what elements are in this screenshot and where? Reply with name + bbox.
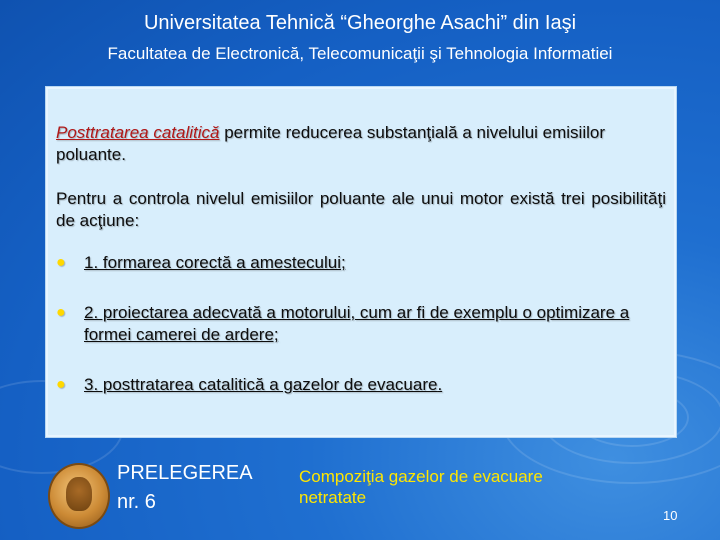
faculty-subtitle: Facultatea de Electronică, Telecomunicaţii şi Tehnologia Informatiei [107, 44, 613, 63]
bullet-text-3-wrap [84, 374, 664, 396]
page-number: 10 [663, 508, 678, 523]
lecture-label [117, 459, 253, 517]
lecture-topic [299, 466, 543, 508]
topic-line-1: Compoziţia gazelor de evacuare [299, 467, 543, 486]
lecture-title: PRELEGEREA [117, 462, 253, 484]
bullet-icon: ● [56, 304, 66, 321]
medal-portrait-icon [48, 463, 110, 529]
bullet-icon: ● [56, 376, 66, 393]
bullet-text-2: 2. proiectarea adecvată a motorului, cum ar fi de exemplu o optimizare a formei camerei de ardere; [84, 303, 630, 344]
intro-text: permite reducerea substanţială a nivelului emisiilor poluante. [56, 123, 605, 164]
intro-paragraph [56, 122, 666, 166]
university-title: Universitatea Tehnică “Gheorghe Asachi” din Iaşi [143, 12, 577, 34]
content-panel [45, 86, 677, 438]
bullet-text-3: 3. posttratarea catalitică a gazelor de evacuare [84, 375, 438, 394]
topic-line-2: netratate [299, 488, 367, 507]
bullet-3-period: . [437, 375, 443, 394]
lecture-number: nr. 6 [117, 491, 156, 513]
bullet-text-1: 1. formarea corectă a amestecului; [84, 253, 346, 272]
portrait-face [66, 477, 92, 511]
intro-emphasis: Posttratarea catalitică [56, 123, 220, 142]
options-paragraph: Pentru a controla nivelul emisiilor poluante ale unui motor există trei posibilităţi de acţiune: [56, 189, 666, 230]
bullet-icon: ● [56, 254, 66, 271]
